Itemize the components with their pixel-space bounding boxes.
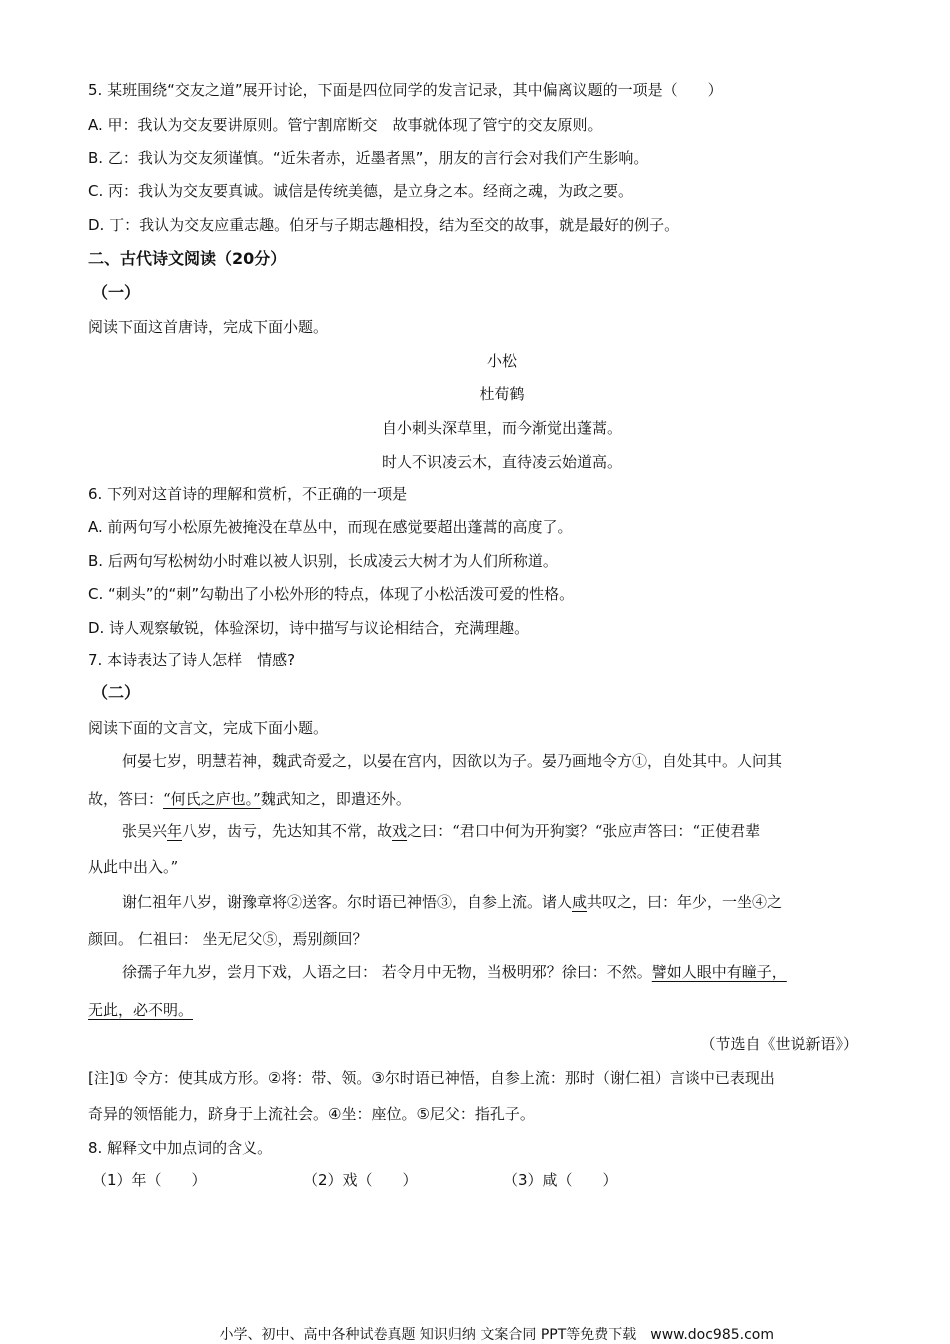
q8-item-1: （1）年（ ）	[92, 1171, 207, 1189]
footer-text: 小学、初中、高中各种试卷真题 知识归纳 文案合同 PPT等免费下载 www.doc985.com	[219, 1327, 774, 1343]
q5-stem: 5. 某班围绕“交友之道”展开讨论，下面是四位同学的发言记录，其中偏离议题的一项是（ ）	[88, 81, 723, 99]
passage-source: （节选自《世说新语》）	[700, 1035, 858, 1053]
q6-option-a: A. 前两句写小松原先被掩没在草丛中，而现在感觉要超出蓬蒿的高度了。	[88, 518, 573, 536]
passage-2-post: 之曰：“君口中何为开狗窦？“张应声答曰：“正使君辈	[407, 822, 761, 840]
part-1-intro: 阅读下面这首唐诗，完成下面小题。	[88, 318, 329, 336]
passage-1-line-2	[88, 789, 411, 809]
poem-title: 小松	[486, 352, 517, 370]
dotted-word-xi: 戏	[392, 822, 408, 840]
underlined-sentence-2a: 譬如人眼中有瞳子，	[651, 963, 787, 981]
poem-line-1: 自小刺头深草里，而今渐觉出蓬蒿。	[381, 419, 622, 437]
dotted-word-nian: 年	[167, 822, 183, 840]
notes-line-2: 奇异的领悟能力，跻身于上流社会。④坐：座位。⑤尼父：指孔子。	[88, 1105, 535, 1123]
q5-option-c: C. 丙：我认为交友要真诚。诚信是传统美德，是立身之本。经商之魂，为政之要。	[88, 182, 634, 200]
section-title: 二、古代诗文阅读（20分）	[88, 249, 287, 268]
passage-1-line-2-post: 魏武知之，即遣还外。	[260, 790, 411, 808]
passage-1-line-1: 何晏七岁，明慧若神，魏武奇爱之，以晏在宫内，因欲以为子。晏乃画地令方①，自处其中。人问其	[122, 752, 783, 770]
dotted-word-xian: 咸	[572, 893, 588, 911]
part-2-heading: （二）	[92, 683, 141, 702]
q5-option-b: B. 乙：我认为交友须谨慎。“近朱者赤，近墨者黑”，朋友的言行会对我们产生影响。	[88, 149, 649, 167]
passage-2-pre: 张吴兴	[122, 822, 168, 840]
passage-4-pre: 徐孺子年九岁，尝月下戏，人语之曰： 若令月中无物，当极明邪？徐曰：不然。	[122, 963, 652, 981]
passage-3-pre: 谢仁祖年八岁，谢豫章将②送客。尔时语已神悟③，自参上流。诸人	[122, 893, 573, 911]
passage-4-line-1	[122, 962, 787, 982]
q6-option-c: C. “刺头”的“刺”勾勒出了小松外形的特点，体现了小松活泼可爱的性格。	[88, 585, 575, 603]
passage-3-post: 共叹之，曰：年少，一坐④之	[587, 893, 783, 911]
part-2-intro: 阅读下面的文言文，完成下面小题。	[88, 719, 329, 737]
q7-stem: 7. 本诗表达了诗人怎样 情感?	[88, 651, 296, 669]
page-footer	[0, 1324, 950, 1344]
notes-line-1: [注]① 令方：使其成方形。②将：带、领。③尔时语已神悟，自参上流：那时（谢仁祖）言谈中已表现出	[88, 1069, 775, 1087]
q5-option-d: D. 丁：我认为交友应重志趣。伯牙与子期志趣相投，结为至交的故事，就是最好的例子。	[88, 216, 680, 234]
passage-4-line-2	[88, 1000, 193, 1020]
passage-3-line-2: 颜回。 仁祖曰： 坐无尼父⑤，焉别颜回？	[88, 930, 368, 948]
q8-stem: 8. 解释文中加点词的含义。	[88, 1139, 273, 1157]
q6-option-b: B. 后两句写松树幼小时难以被人识别，长成凌云大树才为人们所称道。	[88, 552, 558, 570]
q8-item-2: （2）戏（ ）	[303, 1171, 418, 1189]
q5-option-a: A. 甲：我认为交友要讲原则。管宁割席断交 故事就体现了管宁的交友原则。	[88, 116, 603, 134]
passage-2-line-1	[122, 821, 760, 841]
poem-author: 杜荀鹤	[479, 385, 525, 403]
part-1-heading: （一）	[92, 283, 141, 302]
passage-1-line-2-pre: 故，答曰：	[88, 790, 164, 808]
q8-item-3: （3）咸（ ）	[503, 1171, 618, 1189]
underlined-sentence-1: “何氏之庐也。”	[163, 790, 261, 808]
underlined-sentence-2b: 无此，必不明。	[88, 1001, 194, 1019]
passage-2-line-2: 从此中出入。”	[88, 858, 179, 876]
q6-stem: 6. 下列对这首诗的理解和赏析，不正确的一项是	[88, 485, 408, 503]
q6-option-d: D. 诗人观察敏锐，体验深切，诗中描写与议论相结合，充满理趣。	[88, 619, 530, 637]
poem-line-2: 时人不识凌云木，直待凌云始道高。	[381, 453, 622, 471]
passage-3-line-1	[122, 892, 782, 912]
passage-2-mid: 八岁，齿亏，先达知其不常，故	[182, 822, 393, 840]
